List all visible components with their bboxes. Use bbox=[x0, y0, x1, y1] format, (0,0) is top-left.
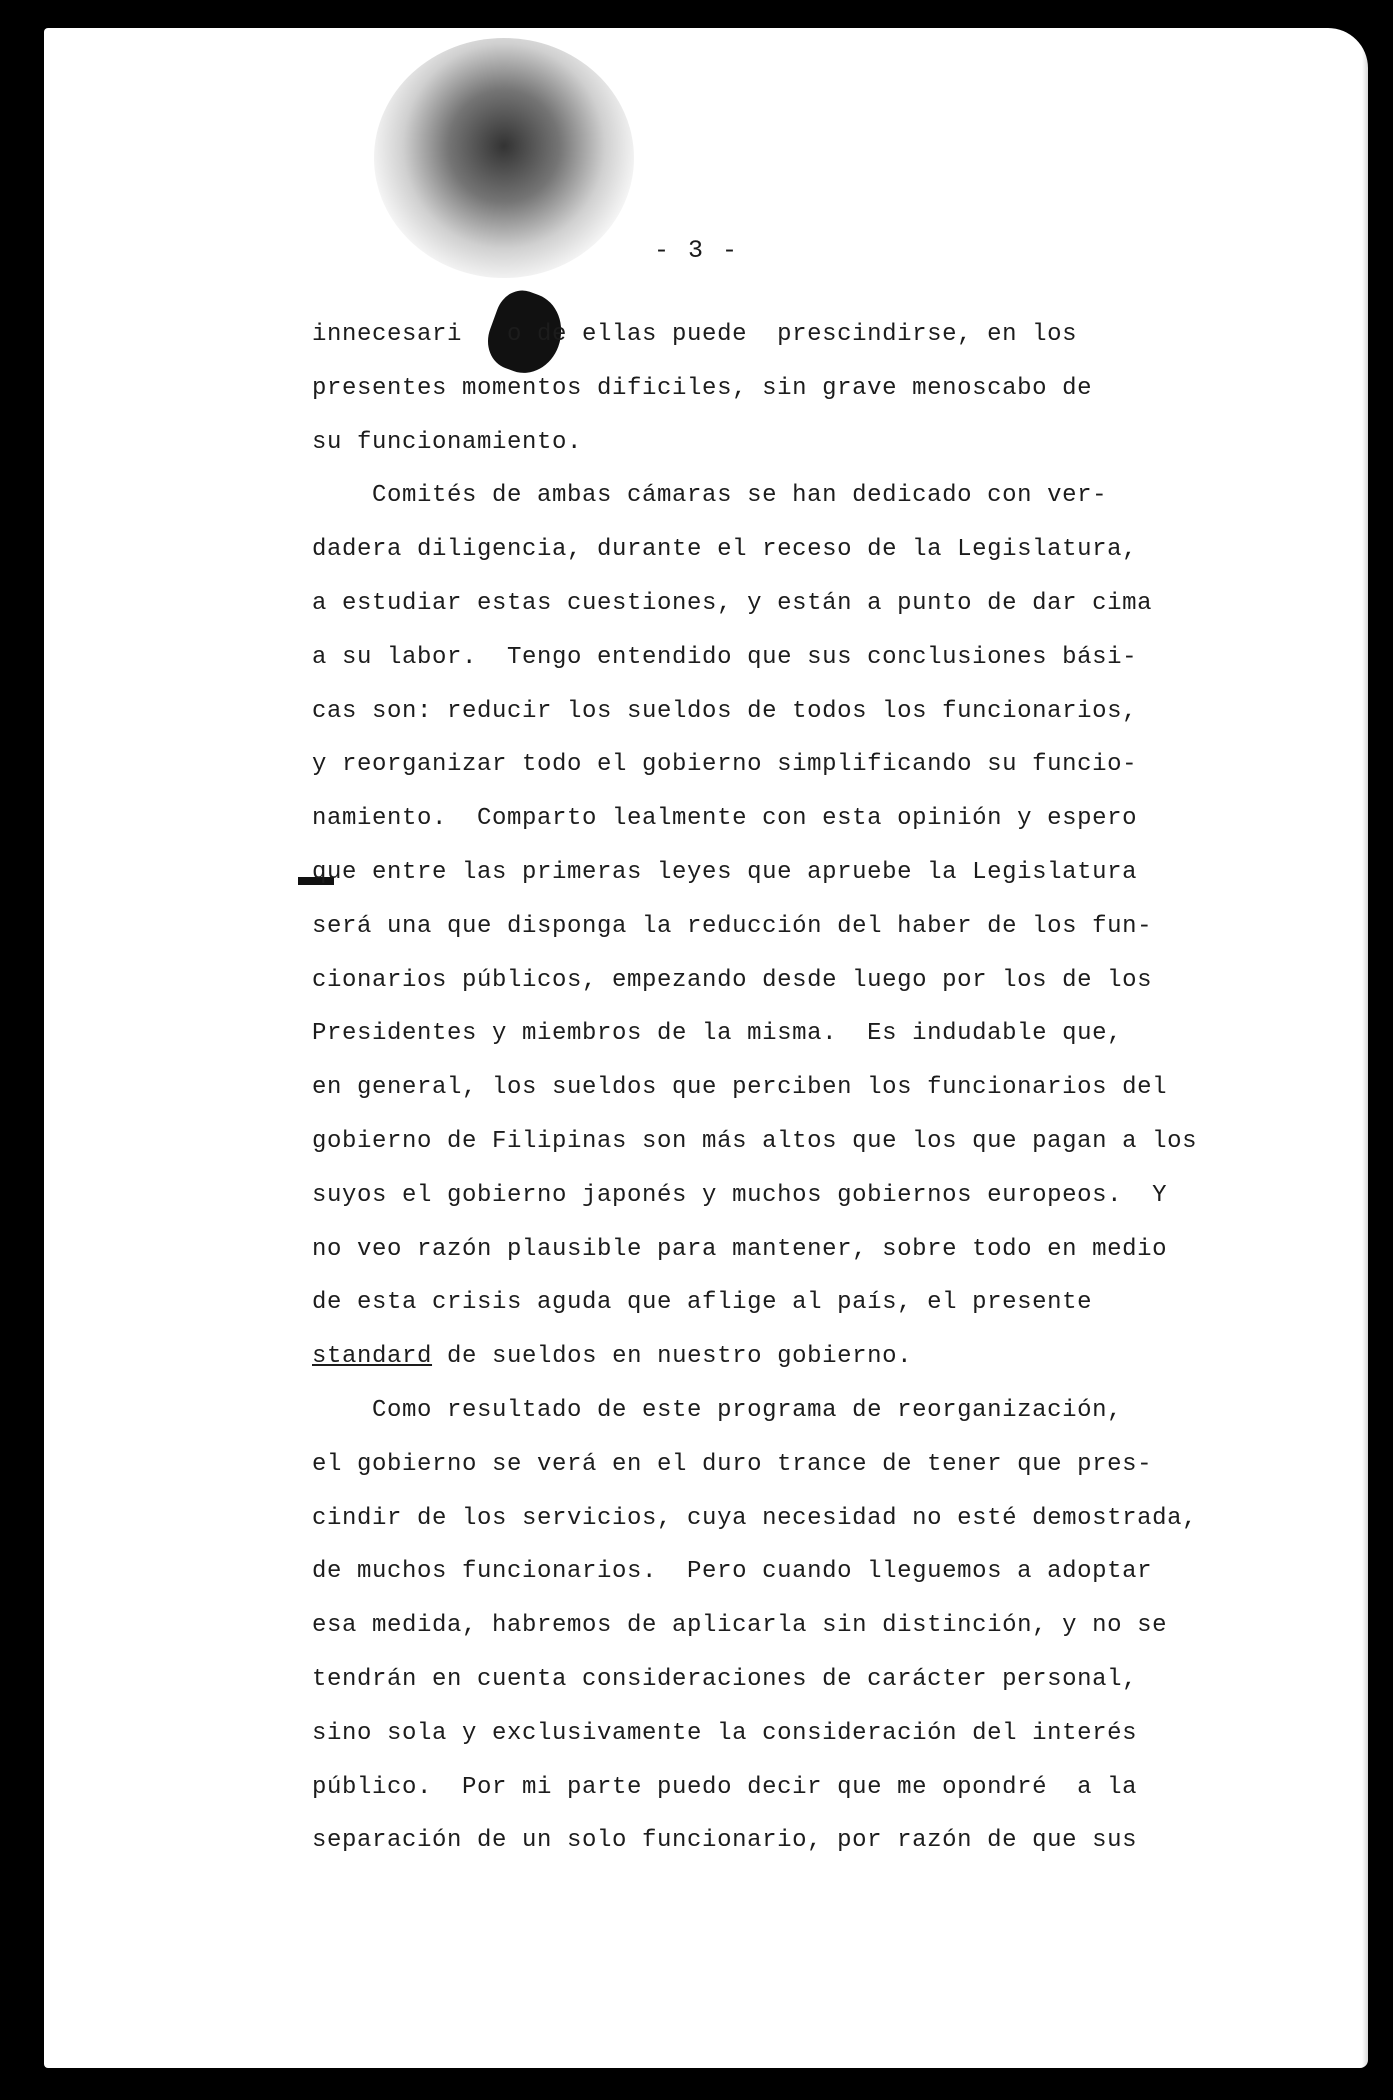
text-line-11: que entre las primeras leyes que apruebe la Legislatura bbox=[312, 858, 1138, 886]
text-line-16: gobierno de Filipinas son más altos que los que pagan a los bbox=[312, 1127, 1198, 1155]
text-line-29: separación de un solo funcionario, por razón de que sus bbox=[312, 1827, 1138, 1855]
text-line-10: namiento. Comparto lealmente con esta opinión y espero bbox=[312, 805, 1138, 833]
body-text bbox=[312, 308, 1252, 1868]
text-line-13: cionarios públicos, empezando desde luego por los de los bbox=[312, 966, 1153, 994]
text-line-8: cas son: reducir los sueldos de todos los funcionarios, bbox=[312, 697, 1138, 725]
text-line-3: su funcionamiento. bbox=[312, 428, 583, 456]
text-line-17: suyos el gobierno japonés y muchos gobiernos europeos. Y bbox=[312, 1181, 1168, 1209]
text-line-18: no veo razón plausible para mantener, sobre todo en medio bbox=[312, 1235, 1168, 1263]
page-number: - 3 - bbox=[653, 236, 739, 265]
text-line-14: Presidentes y miembros de la misma. Es indudable que, bbox=[312, 1020, 1123, 1048]
text-line-26: tendrán en cuenta consideraciones de carácter personal, bbox=[312, 1665, 1138, 1693]
text-line-27: sino sola y exclusivamente la consideración del interés bbox=[312, 1719, 1138, 1747]
text-line-6: a estudiar estas cuestiones, y están a punto de dar cima bbox=[312, 589, 1153, 617]
page-edge-shadow bbox=[1362, 28, 1368, 2068]
text-line-28: público. Por mi parte puedo decir que me opondré a la bbox=[312, 1773, 1138, 1801]
text-line-2: presentes momentos dificiles, sin grave menoscabo de bbox=[312, 374, 1093, 402]
text-line-22: el gobierno se verá en el duro trance de tener que pres- bbox=[312, 1450, 1153, 1478]
underlined-standard: standard bbox=[312, 1343, 433, 1371]
text-line-1: innecesari o de ellas puede prescindirse, en los bbox=[312, 321, 1078, 348]
text-line-24: de muchos funcionarios. Pero cuando lleguemos a adoptar bbox=[312, 1558, 1153, 1586]
text-line-19: de esta crisis aguda que aflige al país, el presente bbox=[312, 1289, 1093, 1317]
text-line-4: Comités de ambas cámaras se han dedicado con ver- bbox=[312, 482, 1108, 510]
text-line-20 bbox=[312, 1330, 1252, 1384]
text-line-7: a su labor. Tengo entendido que sus conclusiones bási- bbox=[312, 643, 1138, 671]
text-line-9: y reorganizar todo el gobierno simplificando su funcio- bbox=[312, 751, 1138, 779]
text-line-12: será una que disponga la reducción del haber de los fun- bbox=[312, 912, 1153, 940]
text-line-21: Como resultado de este programa de reorganización, bbox=[312, 1396, 1123, 1424]
text-line-25: esa medida, habremos de aplicarla sin distinción, y no se bbox=[312, 1612, 1168, 1640]
text-line-23: cindir de los servicios, cuya necesidad no esté demostrada, bbox=[312, 1504, 1198, 1532]
text-line-5: dadera diligencia, durante el receso de la Legislatura, bbox=[312, 536, 1138, 564]
text-line-15: en general, los sueldos que perciben los funcionarios del bbox=[312, 1074, 1168, 1102]
text-line-20-rest: de sueldos en nuestro gobierno. bbox=[447, 1343, 913, 1371]
